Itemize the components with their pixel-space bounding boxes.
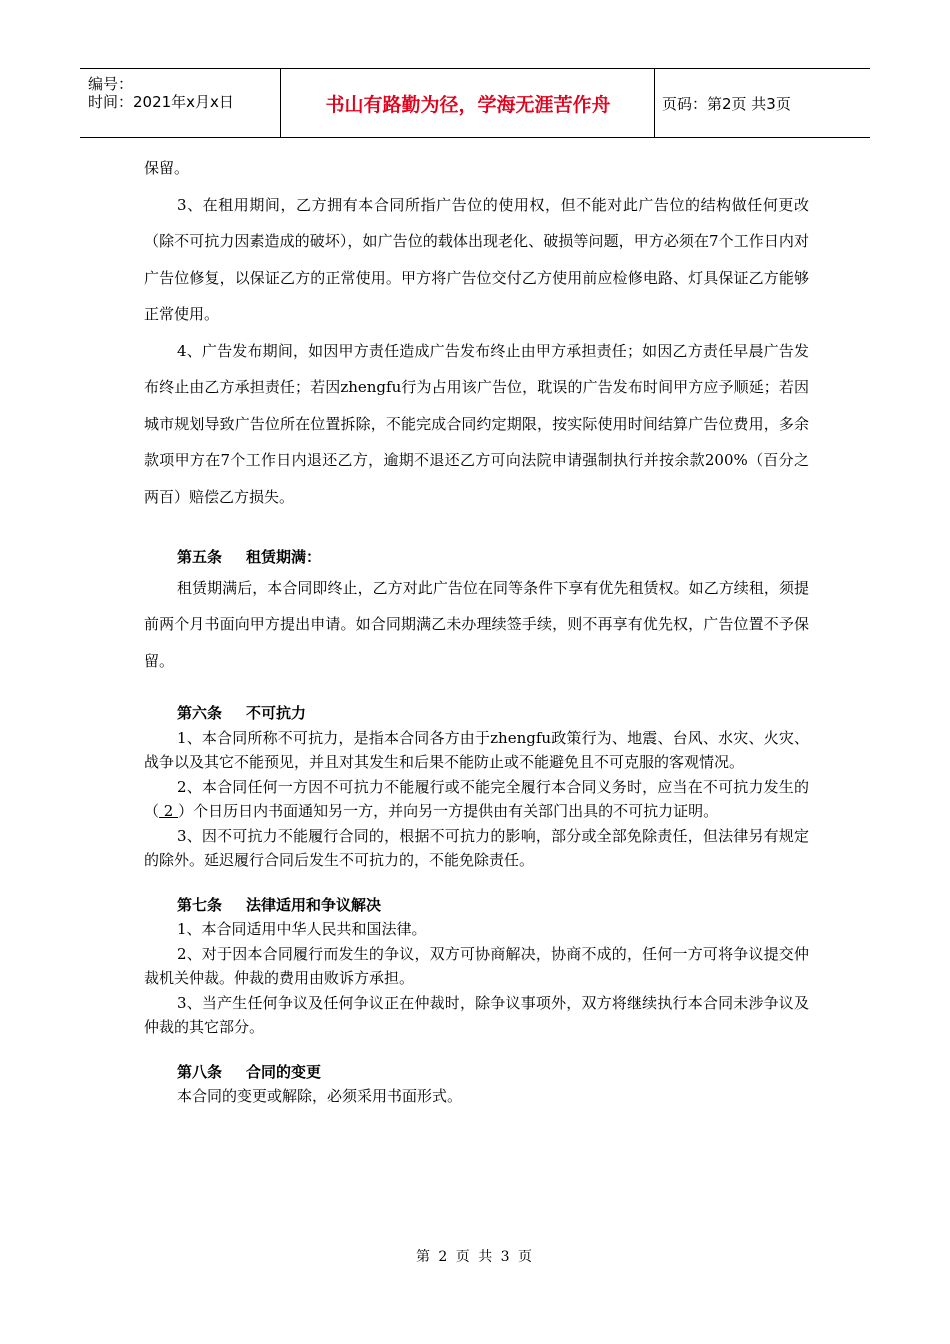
article-6-heading — [144, 701, 809, 726]
clause-4-4: 4、广告发布期间，如因甲方责任造成广告发布终止由甲方承担责任；如因乙方责任早晨广告发布终止由乙方承担责任；若因zhengfu行为占用该广告位，耽误的广告发布时间甲方应予顺延；若因城市规划导致广告位所在位置拆除，不能完成合同约定期限，按实际使用时间结算广告位费用，多余款项甲方在7个工作日内退还乙方，逾期不退还乙方可向法院申请强制执行并按余款200%（百分之两百）赔偿乙方损失。 — [144, 341, 809, 506]
article-6-clause-2 — [144, 775, 809, 824]
article-6-clause-2-part-b: ）个日历日内书面通知另一方，并向另一方提供由有关部门出具的不可抗力证明。 — [178, 802, 719, 820]
page-footer: 第 2 页 共 3 页 — [415, 1249, 535, 1265]
article-7-clause-3: 3、当产生任何争议及任何争议正在仲裁时，除争议事项外，双方将继续执行本合同未涉争议及仲裁的其它部分。 — [144, 993, 809, 1036]
notice-days-value: 2 — [159, 802, 179, 820]
article-6-title: 不可抗力 — [246, 704, 307, 722]
article-6-number: 第六条 — [177, 704, 223, 722]
document-body — [144, 150, 809, 1109]
article-5-number: 第五条 — [177, 548, 223, 566]
article-8-paragraph: 本合同的变更或解除，必须采用书面形式。 — [177, 1087, 463, 1105]
article-5-heading — [144, 545, 809, 570]
article-6-clause-3: 3、因不可抗力不能履行合同的，根据不可抗力的影响，部分或全部免除责任，但法律另有规定的除外。延迟履行合同后发生不可抗力的，不能免除责任。 — [144, 826, 809, 869]
paragraph-continuation: 保留。 — [144, 159, 190, 177]
article-8-heading — [144, 1060, 809, 1085]
article-6-clause-1: 1、本合同所称不可抗力，是指本合同各方由于zhengfu政策行为、地震、台风、水灾、火灾、战争以及其它不能预见，并且对其发生和后果不能防止或不能避免且不可克服的客观情况。 — [144, 728, 809, 771]
article-7-number: 第七条 — [177, 895, 223, 914]
article-6-clause-2-part-a: 2、本合同任何一方因不可抗力不能履行或不能完全履行本合同义务时，应当在不可抗力发生的（ — [144, 777, 809, 820]
header-meta — [80, 69, 281, 137]
article-7-clause-2: 2、对于因本合同履行而发生的争议，双方可协商解决，协商不成的，任何一方可将争议提交仲裁机关仲裁。仲裁的费用由败诉方承担。 — [144, 944, 809, 987]
article-5-paragraph: 租赁期满后，本合同即终止，乙方对此广告位在同等条件下享有优先租赁权。如乙方续租，须提前两个月书面向甲方提出申请。如合同期满乙未办理续签手续，则不再享有优先权，广告位置不予保留。 — [144, 578, 809, 670]
document-number-label: 编号： — [88, 75, 134, 93]
page-header — [80, 68, 870, 138]
article-8-number: 第八条 — [177, 1062, 223, 1081]
header-page-info: 页码：第2页 共3页 — [662, 94, 791, 113]
article-7-clause-1: 1、本合同适用中华人民共和国法律。 — [177, 920, 427, 938]
article-7-title: 法律适用和争议解决 — [246, 895, 382, 914]
article-7-heading — [144, 893, 809, 918]
article-5-title: 租赁期满： — [246, 548, 322, 566]
document-time-label: 时间：2021年x月x日 — [88, 93, 234, 111]
article-8-title: 合同的变更 — [246, 1062, 322, 1081]
header-motto: 书山有路勤为径，学海无涯苦作舟 — [282, 69, 655, 137]
clause-4-3: 3、在租用期间，乙方拥有本合同所指广告位的使用权，但不能对此广告位的结构做任何更改（除不可抗力因素造成的破坏），如广告位的载体出现老化、破损等问题，甲方必须在7个工作日内对广告位修复，以保证乙方的正常使用。甲方将广告位交付乙方使用前应检修电路、灯具保证乙方能够正常使用。 — [144, 195, 809, 323]
